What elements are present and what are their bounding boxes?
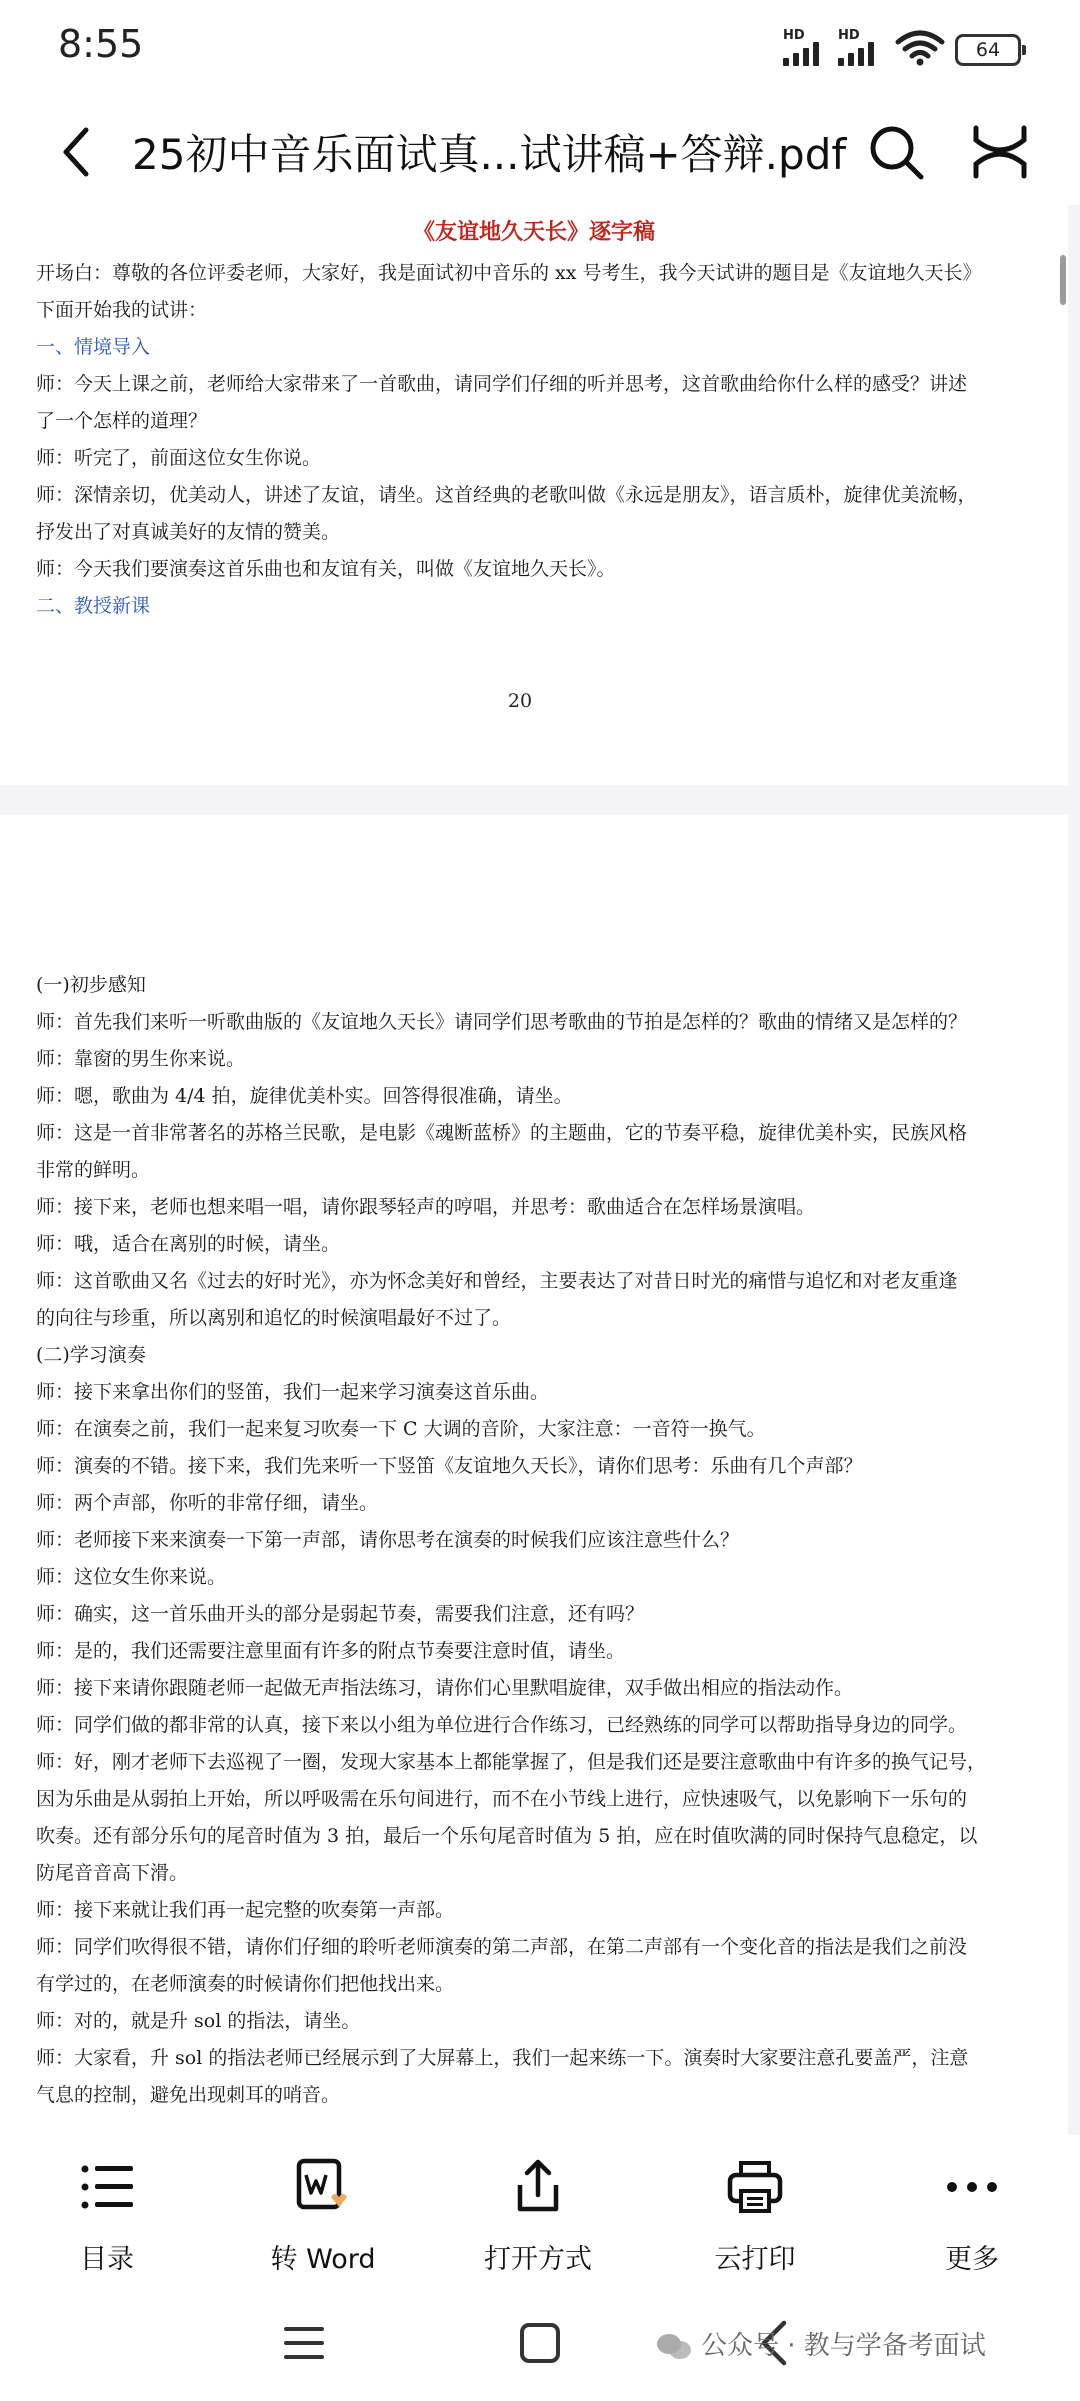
exit-icon[interactable] xyxy=(970,122,1030,182)
text-line: 吹奏。还有部分乐句的尾音时值为 3 拍，最后一个乐句尾音时值为 5 拍，应在时值吹满的同时保持气息稳定，以 xyxy=(36,1825,978,1847)
back-arrow-icon[interactable] xyxy=(52,122,102,182)
text-line: 师：大家看，升 sol 的指法老师已经展示到了大屏幕上，我们一起来练一下。演奏时大家要注意孔要盖严，注意 xyxy=(36,2047,969,2069)
text-line: 师：这位女生你来说。 xyxy=(36,1566,227,1588)
text-line: 的向往与珍重，所以离别和追忆的时候演唱最好不过了。 xyxy=(36,1307,512,1329)
battery-indicator: 64 xyxy=(955,34,1021,66)
recents-icon[interactable] xyxy=(276,2315,332,2371)
cloud-print-button[interactable] xyxy=(670,2155,840,2276)
watermark xyxy=(655,2325,986,2362)
text-line: 下面开始我的试讲： xyxy=(36,299,208,321)
pdf-viewer[interactable] xyxy=(0,205,1080,2135)
text-line: 师：同学们做的都非常的认真，接下来以小组为单位进行合作练习，已经熟练的同学可以帮助指导身边的同学。 xyxy=(36,1714,968,1736)
cloud-print-label: 云打印 xyxy=(714,2244,796,2275)
bottom-toolbar xyxy=(0,2135,1080,2285)
scrollbar-thumb[interactable] xyxy=(1060,255,1066,305)
document-title: 25初中音乐面试真...试讲稿+答辩.pdf xyxy=(132,130,847,179)
system-nav-bar xyxy=(0,2285,1080,2401)
convert-word-label: 转 Word xyxy=(270,2244,376,2275)
share-icon xyxy=(506,2155,570,2219)
watermark-text: 公众号 · 教与学备考面试 xyxy=(701,2331,986,2361)
text-line: 防尾音音高下滑。 xyxy=(36,1862,189,1884)
page-number: 20 xyxy=(507,690,533,712)
toc-button[interactable] xyxy=(22,2155,192,2276)
text-line: 师：听完了，前面这位女生你说。 xyxy=(36,447,322,469)
subsection-heading: (一)初步感知 xyxy=(36,974,146,996)
text-line: 师：靠窗的男生你来说。 xyxy=(36,1048,246,1070)
text-line: 师：好，刚才老师下去巡视了一圈，发现大家基本上都能掌握了，但是我们还是要注意歌曲中有许多的换气记号， xyxy=(36,1751,987,1773)
wifi-icon xyxy=(895,30,945,66)
list-icon xyxy=(75,2155,139,2219)
text-line: 师：对的，就是升 sol 的指法，请坐。 xyxy=(36,2010,361,2032)
text-line: 师：深情亲切，优美动人，讲述了友谊，请坐。这首经典的老歌叫做《永远是朋友》，语言质朴，旋律优美流畅， xyxy=(36,484,977,506)
pdf-page xyxy=(0,815,1068,2135)
text-line: 因为乐曲是从弱拍上开始，所以呼吸需在乐句间进行，而不在小节线上进行，应快速吸气，以免影响下一乐句的 xyxy=(36,1788,968,1810)
text-line: 师：接下来请你跟随老师一起做无声指法练习，请你们心里默唱旋律，双手做出相应的指法动作。 xyxy=(36,1677,854,1699)
text-line: 了一个怎样的道理？ xyxy=(36,410,208,432)
text-line: 师：首先我们来听一听歌曲版的《友谊地久天长》请同学们思考歌曲的节拍是怎样的？歌曲的情绪又是怎样的？ xyxy=(36,1011,968,1033)
subsection-heading: (二)学习演奏 xyxy=(36,1344,146,1366)
pdf-page xyxy=(0,205,1068,785)
section-heading: 一、情境导入 xyxy=(36,336,151,358)
status-bar xyxy=(0,0,1080,100)
text-line: 师：是的，我们还需要注意里面有许多的附点节奏要注意时值，请坐。 xyxy=(36,1640,626,1662)
text-line: 师：今天上课之前，老师给大家带来了一首歌曲，请同学们仔细的听并思考，这首歌曲给你什么样的感受？讲述 xyxy=(36,373,968,395)
more-label: 更多 xyxy=(945,2244,999,2275)
text-line: 气息的控制，避免出现刺耳的哨音。 xyxy=(36,2084,341,2106)
page-text xyxy=(36,255,1036,625)
text-line: 师：接下来拿出你们的竖笛，我们一起来学习演奏这首乐曲。 xyxy=(36,1381,550,1403)
text-line: 师：接下来，老师也想来唱一唱，请你跟琴轻声的哼唱，并思考：歌曲适合在怎样场景演唱。 xyxy=(36,1196,816,1218)
text-line: 师：两个声部，你听的非常仔细，请坐。 xyxy=(36,1492,379,1514)
hd-label-2: HD xyxy=(838,28,860,43)
toc-label: 目录 xyxy=(80,2244,134,2275)
text-line: 开场白：尊敬的各位评委老师，大家好，我是面试初中音乐的 xx 号考生，我今天试讲的题目是《友谊地久天长》 xyxy=(36,262,982,284)
text-line: 师：确实，这一首乐曲开头的部分是弱起节奏，需要我们注意，还有吗？ xyxy=(36,1603,645,1625)
convert-word-button[interactable] xyxy=(238,2155,408,2276)
text-line: 师：老师接下来来演奏一下第一声部，请你思考在演奏的时候我们应该注意些什么？ xyxy=(36,1529,740,1551)
text-line: 师：嗯，歌曲为 4/4 拍，旋律优美朴实。回答得很准确，请坐。 xyxy=(36,1085,573,1107)
text-line: 师：接下来就让我们再一起完整的吹奏第一声部。 xyxy=(36,1899,455,1921)
wechat-icon xyxy=(655,2332,693,2362)
text-line: 师：今天我们要演奏这首乐曲也和友谊有关，叫做《友谊地久天长》。 xyxy=(36,558,616,580)
search-icon[interactable] xyxy=(866,122,926,182)
word-convert-icon xyxy=(291,2155,355,2219)
text-line: 有学过的，在老师演奏的时候请你们把他找出来。 xyxy=(36,1973,455,1995)
status-time: 8:55 xyxy=(58,22,144,66)
text-line: 师：这首歌曲又名《过去的好时光》，亦为怀念美好和曾经，主要表达了对昔日时光的痛惜与追忆和对老友重逢 xyxy=(36,1270,958,1292)
open-with-button[interactable] xyxy=(453,2155,623,2276)
text-line: 师：哦，适合在离别的时候，请坐。 xyxy=(36,1233,341,1255)
text-line: 师：这是一首非常著名的苏格兰民歌，是电影《魂断蓝桥》的主题曲，它的节奏平稳，旋律优美朴实，民族风格 xyxy=(36,1122,968,1144)
printer-icon xyxy=(723,2155,787,2219)
page-title: 《友谊地久天长》逐字稿 xyxy=(412,219,655,245)
text-line: 抒发出了对真诚美好的友情的赞美。 xyxy=(36,521,341,543)
text-line: 非常的鲜明。 xyxy=(36,1159,151,1181)
home-icon[interactable] xyxy=(512,2315,568,2371)
hd-label: HD xyxy=(783,28,805,43)
more-icon xyxy=(940,2155,1004,2219)
more-button[interactable] xyxy=(887,2155,1057,2276)
text-line: 师：演奏的不错。接下来，我们先来听一下竖笛《友谊地久天长》，请你们思考：乐曲有几个声部？ xyxy=(36,1455,863,1477)
section-heading: 二、教授新课 xyxy=(36,595,151,617)
text-line: 师：同学们吹得很不错，请你们仔细的聆听老师演奏的第二声部，在第二声部有一个变化音的指法是我们之前没 xyxy=(36,1936,968,1958)
open-with-label: 打开方式 xyxy=(484,2244,592,2275)
page-text xyxy=(36,967,1036,2114)
text-line: 师：在演奏之前，我们一起来复习吹奏一下 C 大调的音阶，大家注意：一音符一换气。 xyxy=(36,1418,766,1440)
app-header xyxy=(0,100,1080,205)
